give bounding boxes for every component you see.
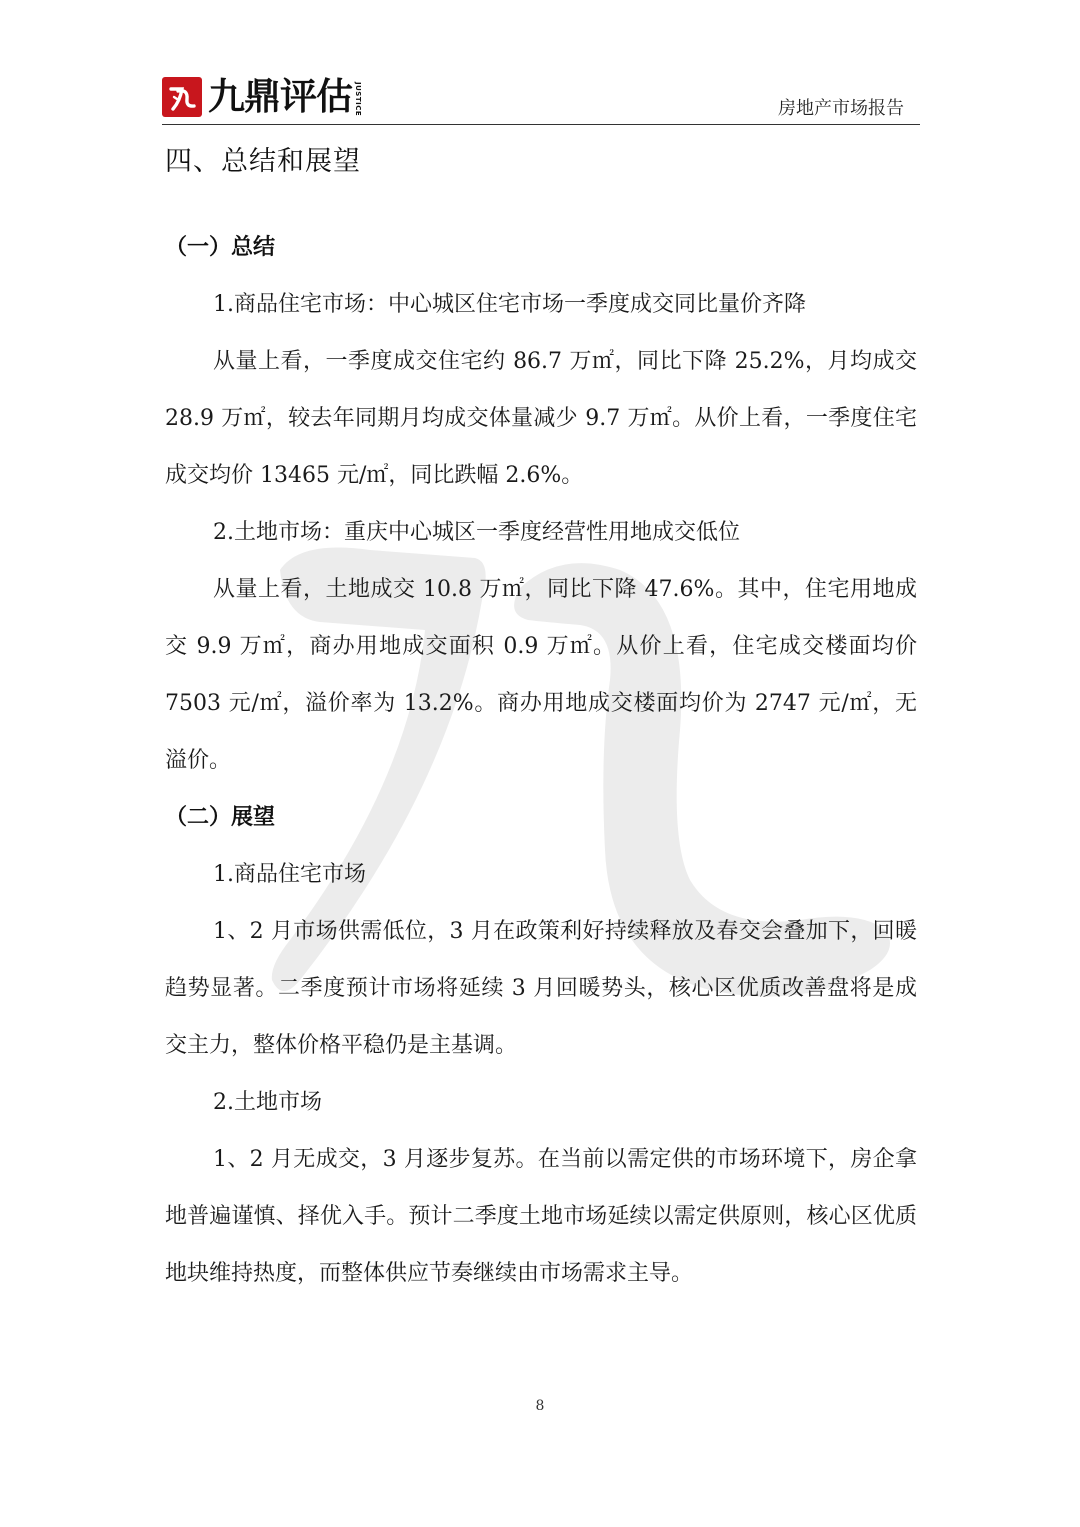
report-title: 房地产市场报告 bbox=[778, 98, 904, 119]
logo-text: 九鼎评估 bbox=[208, 75, 352, 118]
outlook-item-housing-body: 1、2 月市场供需低位，3 月在政策利好持续释放及春交会叠加下，回暖趋势显著。二季度预计市场将延续 3 月回暖势头，核心区优质改善盘将是成交主力，整体价格平稳仍是主基调。 bbox=[165, 919, 917, 1058]
summary-item-housing-body: 从量上看，一季度成交住宅约 86.7 万㎡，同比下降 25.2%，月均成交 28.9 万㎡，较去年同期月均成交体量减少 9.7 万㎡。从价上看，一季度住宅成交均价 13465 元/㎡，同比跌幅 2.6%。 bbox=[165, 349, 917, 488]
summary-item-land-body: 从量上看，土地成交 10.8 万㎡，同比下降 47.6%。其中，住宅用地成交 9.9 万㎡，商办用地成交面积 0.9 万㎡。从价上看，住宅成交楼面均价 7503 元/㎡，溢价率为 13.2%。商办用地成交楼面均价为 2747 元/㎡，无溢价。 bbox=[165, 577, 917, 773]
outlook-item-land-title: 2.土地市场 bbox=[213, 1090, 322, 1115]
section-title: 四、总结和展望 bbox=[165, 146, 361, 177]
summary-heading: （一）总结 bbox=[165, 235, 276, 260]
page-number: 8 bbox=[535, 1398, 545, 1414]
logo-subtext: JUSTICE bbox=[354, 82, 362, 117]
outlook-item-land-body: 1、2 月无成交，3 月逐步复苏。在当前以需定供的市场环境下，房企拿地普遍谨慎、择优入手。预计二季度土地市场延续以需定供原则，核心区优质地块维持热度，而整体供应节奏继续由市场需求主导。 bbox=[165, 1147, 917, 1286]
page-header bbox=[162, 72, 920, 126]
outlook-heading: （二）展望 bbox=[165, 805, 276, 830]
main-content bbox=[165, 142, 917, 1302]
outlook-item-housing-title: 1.商品住宅市场 bbox=[213, 862, 366, 887]
logo-seal-icon bbox=[162, 77, 202, 117]
summary-item-housing-title: 1.商品住宅市场：中心城区住宅市场一季度成交同比量价齐降 bbox=[213, 292, 806, 317]
summary-item-land-title: 2.土地市场：重庆中心城区一季度经营性用地成交低位 bbox=[213, 520, 740, 545]
header-divider bbox=[162, 124, 920, 125]
